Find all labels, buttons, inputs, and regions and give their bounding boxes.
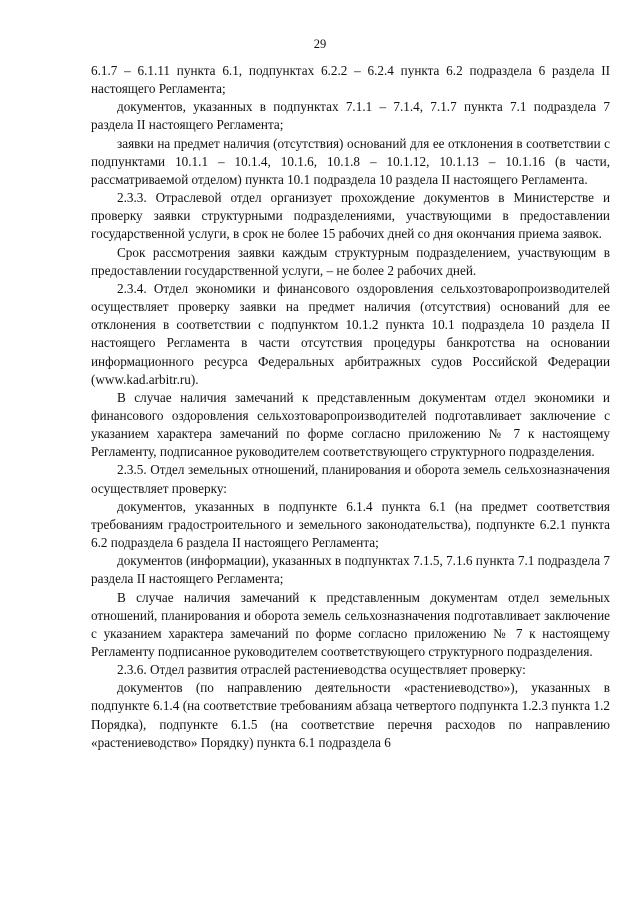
paragraph: документов, указанных в подпункте 6.1.4 пункта 6.1 (на предмет соответствия требованиям градостроительного и земельного законодательства), подпункте 6.2.1 пункта 6.2 подраздела 6 раздела II настоящего Регламента; bbox=[91, 498, 610, 551]
paragraph: документов, указанных в подпунктах 7.1.1 – 7.1.4, 7.1.7 пункта 7.1 подраздела 7 раздела II настоящего Регламента; bbox=[91, 99, 610, 133]
document-body bbox=[91, 62, 610, 752]
paragraph: 2.3.4. Отдел экономики и финансового оздоровления сельхозтоваропроизводителей осуществляет проверку заявки на предмет наличия (отсутствия) оснований для ее отклонения в соответствии с подпунктом 10.1.2 пункта 10.1 подраздела 10 раздела II настоящего Регламента в части отсутствия процедуры банкротства на основании информационного ресурса Федеральных арбитражных судов Российской Федерации (www.kad.arbitr.ru). bbox=[91, 280, 610, 387]
paragraph: документов (по направлению деятельности «растениеводство»), указанных в подпункте 6.1.4 (на соответствие требованиям абзаца четвертого подпункта 1.2.3 пункта 1.2 Порядка), подпункте 6.1.5 (на соответствие перечня расходов по направлению «растениеводство» Порядку) пункта 6.1 подраздела 6 bbox=[91, 680, 610, 750]
paragraph: заявки на предмет наличия (отсутствия) оснований для ее отклонения в соответствии с подпунктами 10.1.1 – 10.1.4, 10.1.6, 10.1.8 – 10.1.12, 10.1.13 – 10.1.16 (в части, рассматриваемой отделом) пункта 10.1 подраздела 10 раздела II настоящего Регламента. bbox=[91, 135, 610, 187]
paragraph: 2.3.5. Отдел земельных отношений, планирования и оборота земель сельхозназначения осуществляет проверку: bbox=[91, 462, 610, 496]
paragraph: 2.3.3. Отраслевой отдел организует прохождение документов в Министерстве и проверку заявки структурными подразделениями, участвующими в предоставлении государственной услуги, в срок не более 15 рабочих дней со дня окончания приема заявок. bbox=[91, 190, 610, 242]
paragraph: документов (информации), указанных в подпунктах 7.1.5, 7.1.6 пункта 7.1 подраздела 7 раздела II настоящего Регламента; bbox=[91, 553, 610, 587]
paragraph: В случае наличия замечаний к представленным документам отдел экономики и финансового оздоровления сельхозтоваропроизводителей подготавливает заключение с указанием характера замечаний по форме согласно приложению № 7 к настоящему Регламенту, подписанное руководителем соответствующего структурного подразделения. bbox=[91, 389, 610, 460]
paragraph: 2.3.6. Отдел развития отраслей растениеводства осуществляет проверку: bbox=[117, 662, 526, 678]
paragraph: Срок рассмотрения заявки каждым структурным подразделением, участвующим в предоставлении государственной услуги, – не более 2 рабочих дней. bbox=[91, 244, 610, 278]
paragraph: В случае наличия замечаний к представленным документам отдел земельных отношений, планирования и оборота земель сельхозназначения подготавливает заключение с указанием характера замечаний по форме согласно приложению № 7 к настоящему Регламенту подписанное руководителем соответствующего структурного подразделения. bbox=[91, 589, 610, 659]
page-number: 29 bbox=[313, 37, 327, 51]
paragraph: 6.1.7 – 6.1.11 пункта 6.1, подпунктах 6.2.2 – 6.2.4 пункта 6.2 подраздела 6 раздела II настоящего Регламента; bbox=[91, 63, 610, 97]
